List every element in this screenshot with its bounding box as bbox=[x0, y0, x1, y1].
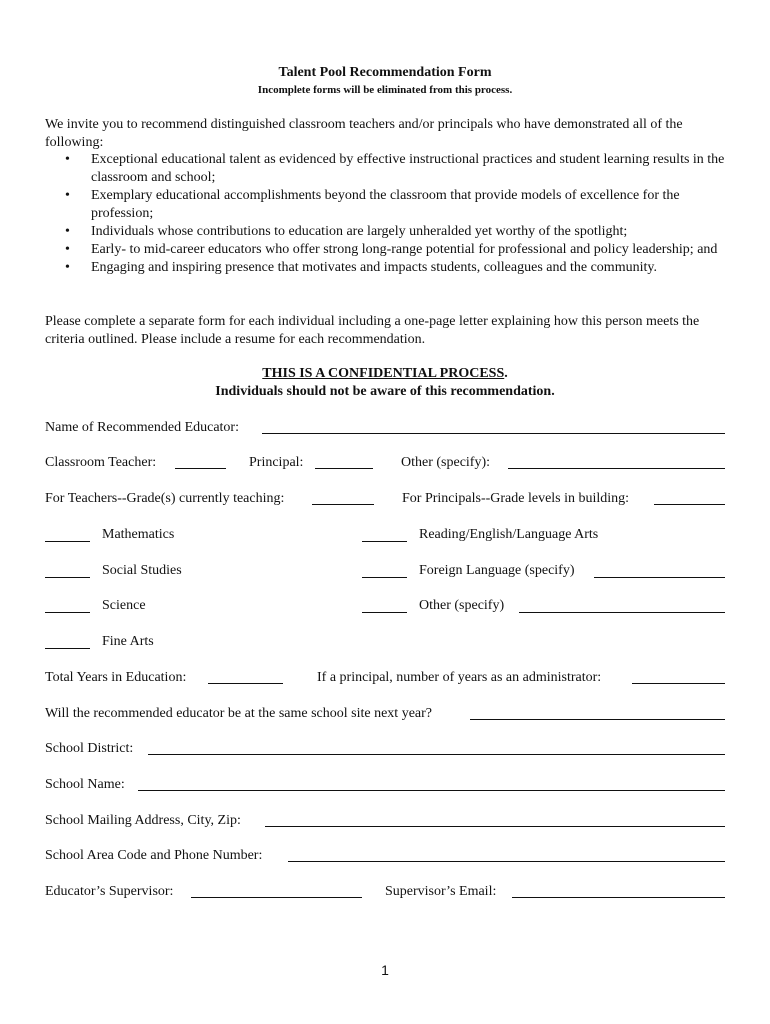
confidential-note: Individuals should not be aware of this recommendation. bbox=[215, 384, 555, 399]
district-label: School District: bbox=[45, 741, 134, 756]
supervisor-email-label: Supervisor’s Email: bbox=[385, 884, 497, 899]
principal-grades-label: For Principals--Grade levels in building: bbox=[402, 491, 630, 506]
page-number: 1 bbox=[381, 962, 389, 978]
same-site-field[interactable] bbox=[470, 719, 725, 720]
phone-label: School Area Code and Phone Number: bbox=[45, 848, 263, 863]
science-label: Science bbox=[102, 598, 146, 613]
intro-paragraph: We invite you to recommend distinguished classroom teachers and/or principals who have demonstrated all of the following: bbox=[45, 117, 683, 150]
mathematics-label: Mathematics bbox=[102, 527, 175, 542]
supervisor-email-field[interactable] bbox=[512, 897, 725, 898]
foreign-language-label: Foreign Language (specify) bbox=[419, 563, 575, 578]
other-subject-specify-field[interactable] bbox=[519, 612, 725, 613]
classroom-teacher-label: Classroom Teacher: bbox=[45, 455, 157, 470]
other-role-field[interactable] bbox=[508, 468, 725, 469]
social-studies-label: Social Studies bbox=[102, 563, 182, 578]
foreign-language-specify-field[interactable] bbox=[594, 577, 725, 578]
other-subject-label: Other (specify) bbox=[419, 598, 505, 613]
reading-field[interactable] bbox=[362, 541, 407, 542]
mathematics-field[interactable] bbox=[45, 541, 90, 542]
list-item: • Early- to mid-career educators who offer strong long-range potential for professional and policy leadership; and bbox=[65, 242, 718, 257]
list-item: • Exemplary educational accomplishments beyond the classroom that provide models of excellence for the profession; bbox=[65, 188, 680, 221]
principal-field[interactable] bbox=[315, 468, 373, 469]
foreign-language-field[interactable] bbox=[362, 577, 407, 578]
instructions-paragraph: Please complete a separate form for each individual including a one-page letter explaining how this person meets the criteria outlined. Please include a resume for each recommendation. bbox=[45, 314, 700, 347]
form-title: Talent Pool Recommendation Form bbox=[278, 65, 492, 80]
supervisor-field[interactable] bbox=[191, 897, 362, 898]
criteria-list bbox=[45, 151, 725, 277]
form-subtitle: Incomplete forms will be eliminated from this process. bbox=[257, 84, 513, 96]
other-subject-field[interactable] bbox=[362, 612, 407, 613]
bullet-icon: • bbox=[65, 242, 70, 257]
principal-grades-field[interactable] bbox=[654, 504, 725, 505]
school-name-field[interactable] bbox=[138, 790, 725, 791]
bullet-icon: • bbox=[65, 224, 70, 239]
address-label: School Mailing Address, City, Zip: bbox=[45, 813, 241, 828]
total-years-label: Total Years in Education: bbox=[45, 670, 187, 685]
list-item: • Engaging and inspiring presence that motivates and impacts students, colleagues and the community. bbox=[65, 260, 657, 275]
teacher-grades-field[interactable] bbox=[312, 504, 374, 505]
district-field[interactable] bbox=[148, 754, 725, 755]
school-name-label: School Name: bbox=[45, 777, 125, 792]
name-field[interactable] bbox=[262, 433, 725, 434]
admin-years-label: If a principal, number of years as an administrator: bbox=[317, 670, 602, 685]
address-field[interactable] bbox=[265, 826, 725, 827]
same-site-label: Will the recommended educator be at the same school site next year? bbox=[45, 706, 433, 721]
bullet-icon: • bbox=[65, 152, 70, 167]
total-years-field[interactable] bbox=[208, 683, 283, 684]
bullet-icon: • bbox=[65, 260, 70, 275]
teacher-grades-label: For Teachers--Grade(s) currently teaching: bbox=[45, 491, 285, 506]
other-role-label: Other (specify): bbox=[401, 455, 491, 470]
principal-label: Principal: bbox=[249, 455, 304, 470]
supervisor-label: Educator’s Supervisor: bbox=[45, 884, 174, 899]
confidential-heading: THIS IS A CONFIDENTIAL PROCESS. bbox=[262, 366, 508, 381]
fine-arts-field[interactable] bbox=[45, 648, 90, 649]
list-item: • Individuals whose contributions to education are largely unheralded yet worthy of the spotlight; bbox=[65, 224, 628, 239]
list-item: • Exceptional educational talent as evidenced by effective instructional practices and student learning results in the classroom and school; bbox=[65, 152, 725, 185]
social-studies-field[interactable] bbox=[45, 577, 90, 578]
classroom-teacher-field[interactable] bbox=[175, 468, 226, 469]
bullet-icon: • bbox=[65, 188, 70, 203]
admin-years-field[interactable] bbox=[632, 683, 725, 684]
reading-label: Reading/English/Language Arts bbox=[419, 527, 599, 542]
name-label: Name of Recommended Educator: bbox=[45, 420, 239, 435]
fine-arts-label: Fine Arts bbox=[102, 634, 154, 649]
science-field[interactable] bbox=[45, 612, 90, 613]
phone-field[interactable] bbox=[288, 861, 725, 862]
